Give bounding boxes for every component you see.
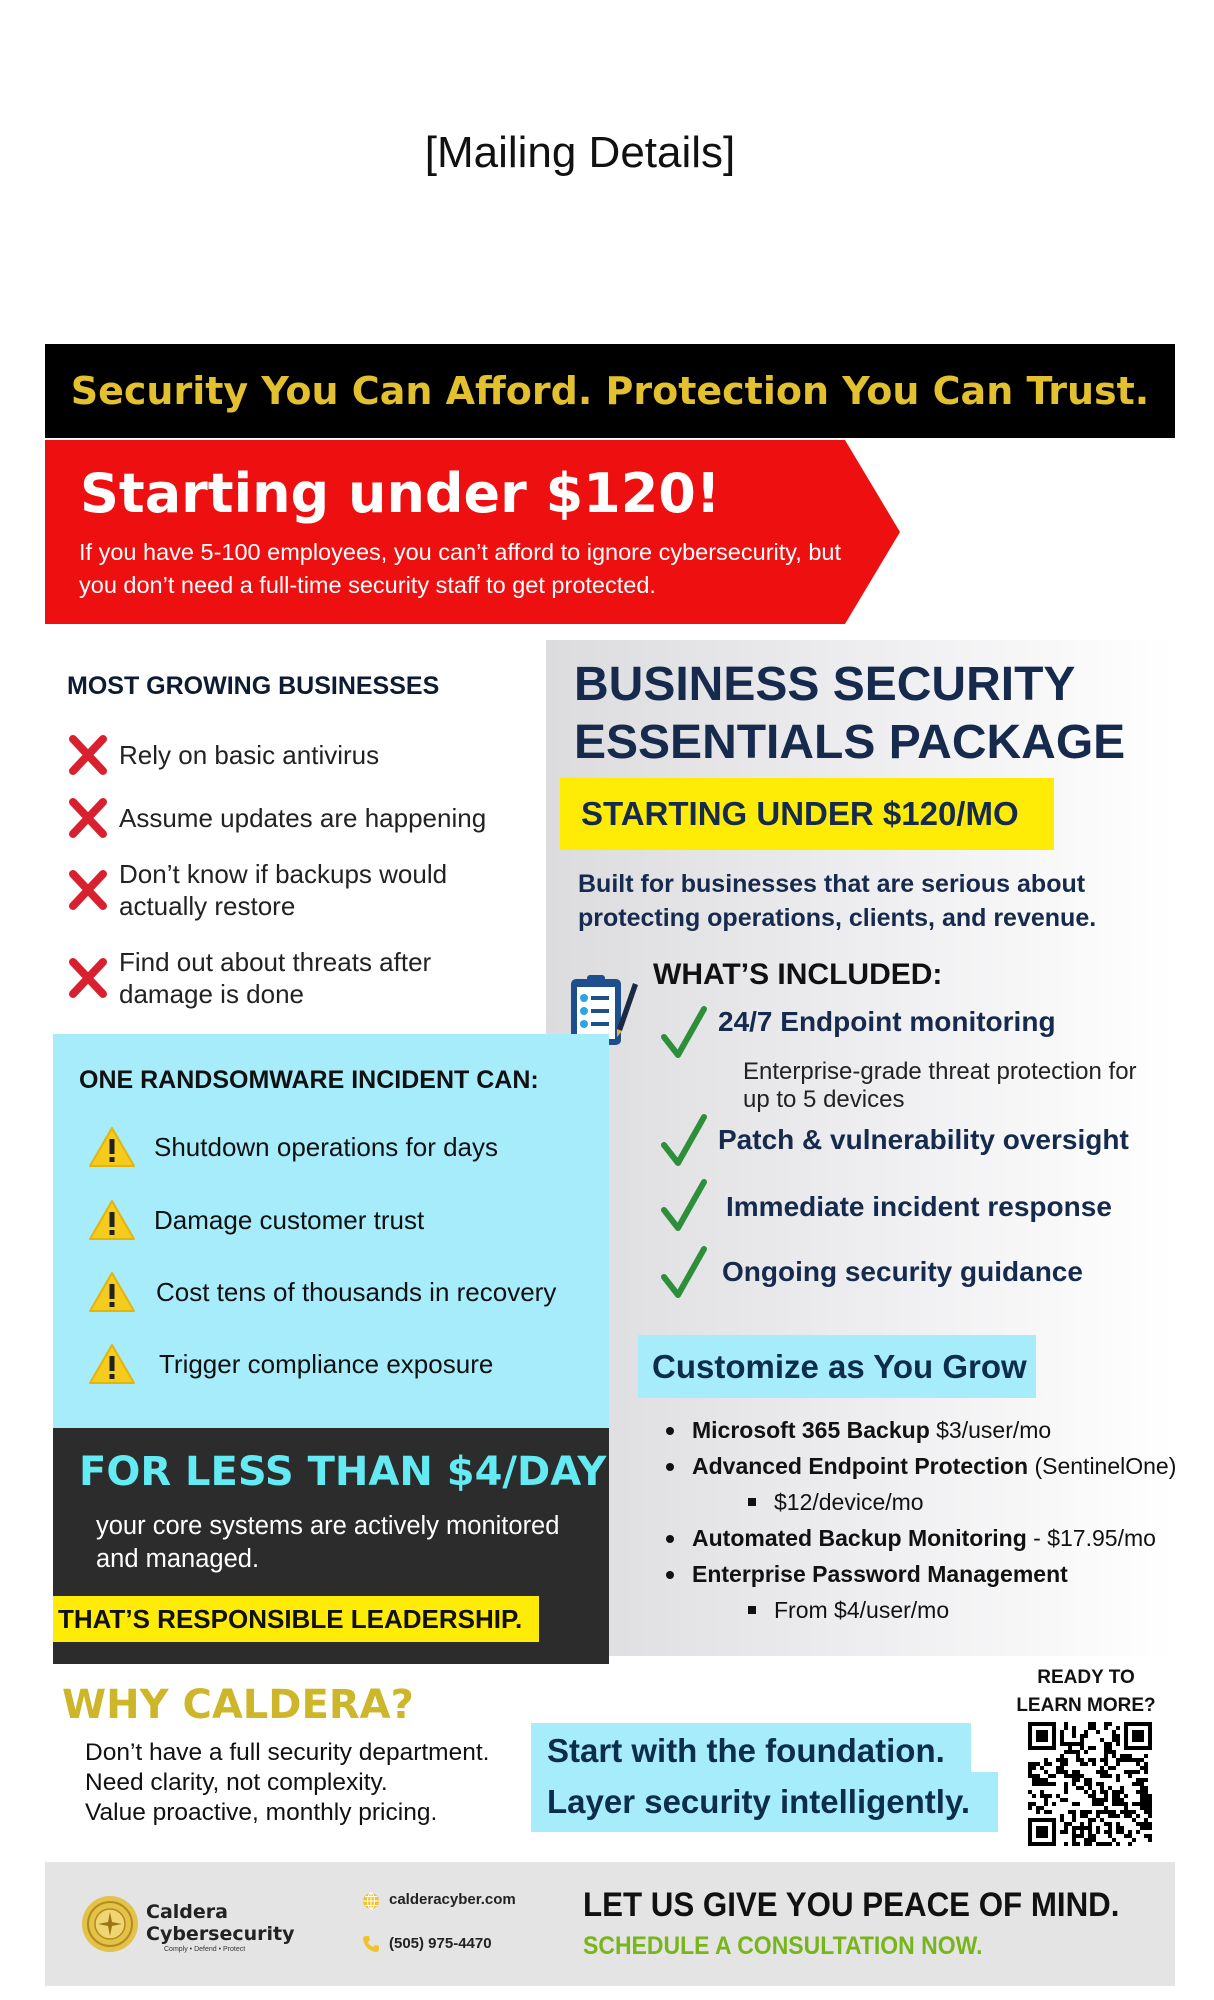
included-item: Ongoing security guidance [722, 1256, 1083, 1287]
tagline-text: Security You Can Afford. Protection You Can Trust. [70, 369, 1150, 413]
customize-item [664, 1448, 1184, 1484]
growing-item-text: Rely on basic antivirus [119, 740, 380, 770]
company-name-line: Caldera [146, 1901, 228, 1923]
warning-icon [88, 1270, 136, 1314]
qr-label-line: LEARN MORE? [1016, 1695, 1156, 1716]
warning-icon [88, 1198, 136, 1242]
red-x-icon [65, 795, 111, 841]
package-title: BUSINESS SECURITY ESSENTIALS PACKAGE [574, 658, 1126, 769]
customize-item-detail: $3/user/mo [929, 1417, 1052, 1443]
customize-subitem-text: From $4/user/mo [774, 1597, 950, 1623]
company-name-line: Cybersecurity [146, 1923, 295, 1945]
package-price: STARTING UNDER $120/MO [581, 795, 1019, 832]
customize-item-detail: - $17.95/mo [1026, 1525, 1156, 1551]
green-check-icon [660, 1178, 708, 1234]
ransomware-item [88, 1125, 498, 1169]
consultation-link[interactable]: SCHEDULE A CONSULTATION NOW. [583, 1932, 983, 1960]
red-x-icon [65, 732, 111, 778]
company-tagline: Comply • Defend • Protect [164, 1946, 246, 1953]
why-line: Value proactive, monthly pricing. [85, 1799, 438, 1826]
growing-item-text: Don’t know if backups would actually restore [119, 859, 448, 921]
red-x-icon [65, 955, 111, 1001]
included-item: Immediate incident response [726, 1191, 1112, 1222]
growing-item-text: Assume updates are happening [119, 803, 487, 833]
ransomware-title: ONE RANDSOMWARE INCIDENT CAN: [79, 1066, 539, 1094]
ransomware-item [88, 1342, 493, 1386]
ransomware-item [88, 1270, 556, 1314]
warning-icon [88, 1342, 136, 1386]
ransomware-item [88, 1198, 424, 1242]
company-name [146, 1901, 295, 1945]
phone-icon [362, 1935, 380, 1953]
value-title: FOR LESS THAN $4/DAY [79, 1449, 607, 1495]
included-item-detail: Enterprise-grade threat protection for up to 5 devices [743, 1058, 1137, 1113]
why-line: Don’t have a full security department. [85, 1739, 490, 1766]
customize-list [664, 1412, 1184, 1628]
foundation-line: Start with the foundation. [547, 1732, 945, 1769]
website-link[interactable]: calderacyber.com [389, 1891, 516, 1908]
customize-item-name: Automated Backup Monitoring [692, 1525, 1027, 1551]
growing-item-text: Find out about threats after damage is done [119, 947, 432, 1009]
customize-item-name: Microsoft 365 Backup [692, 1417, 930, 1443]
green-check-icon [660, 1005, 708, 1061]
headline-subtext: If you have 5-100 employees, you can’t afford to ignore cybersecurity, but you don’t need a full-time security staff to get protected. [79, 539, 842, 598]
ransomware-item-text: Damage customer trust [154, 1204, 425, 1235]
warning-icon [88, 1125, 136, 1169]
leadership-text: THAT’S RESPONSIBLE LEADERSHIP. [58, 1604, 523, 1634]
customize-subitem-text: $12/device/mo [774, 1489, 924, 1515]
mailing-details: [Mailing Details] [424, 128, 736, 177]
customize-item [664, 1556, 1184, 1592]
growing-item [65, 946, 535, 1010]
phone-link[interactable]: (505) 975-4470 [389, 1935, 492, 1952]
foundation-line: Layer security intelligently. [547, 1783, 971, 1820]
ransomware-item-text: Trigger compliance exposure [159, 1348, 494, 1379]
green-check-icon [660, 1245, 708, 1301]
customize-item-name: Advanced Endpoint Protection [692, 1453, 1029, 1479]
included-item: Patch & vulnerability oversight [718, 1124, 1129, 1155]
customize-item [664, 1520, 1184, 1556]
customize-subitem [664, 1592, 1184, 1628]
included-item: 24/7 Endpoint monitoring [718, 1006, 1056, 1037]
qr-label [1016, 1664, 1156, 1720]
package-built-for: Built for businesses that are serious about protecting operations, clients, and revenue. [578, 870, 1097, 932]
ransomware-item-text: Cost tens of thousands in recovery [156, 1276, 557, 1307]
customize-item [664, 1412, 1184, 1448]
ransomware-item-text: Shutdown operations for days [154, 1131, 498, 1162]
customize-title: Customize as You Grow [652, 1348, 1027, 1385]
headline: Starting under $120! [80, 462, 721, 525]
globe-icon [362, 1892, 380, 1910]
green-check-icon [660, 1113, 708, 1169]
qr-label-line: READY TO [1037, 1667, 1135, 1688]
why-line: Need clarity, not complexity. [85, 1769, 388, 1796]
caldera-logo [81, 1895, 139, 1953]
customize-item-name: Enterprise Password Management [692, 1561, 1068, 1587]
footer-cta-headline: LET US GIVE YOU PEACE OF MIND. [583, 1886, 1120, 1924]
growing-title: MOST GROWING BUSINESSES [67, 672, 440, 700]
growing-item [65, 732, 535, 778]
red-x-icon [65, 867, 111, 913]
why-list [85, 1738, 545, 1828]
included-title: WHAT’S INCLUDED: [653, 958, 943, 991]
customize-subitem [664, 1484, 1184, 1520]
why-title: WHY CALDERA? [62, 1682, 414, 1728]
customize-item-detail: (SentinelOne) [1028, 1453, 1177, 1479]
qr-code-icon[interactable] [1028, 1722, 1152, 1846]
growing-item [65, 795, 535, 841]
growing-item [65, 858, 535, 922]
value-body: your core systems are actively monitored and managed. [96, 1512, 560, 1573]
